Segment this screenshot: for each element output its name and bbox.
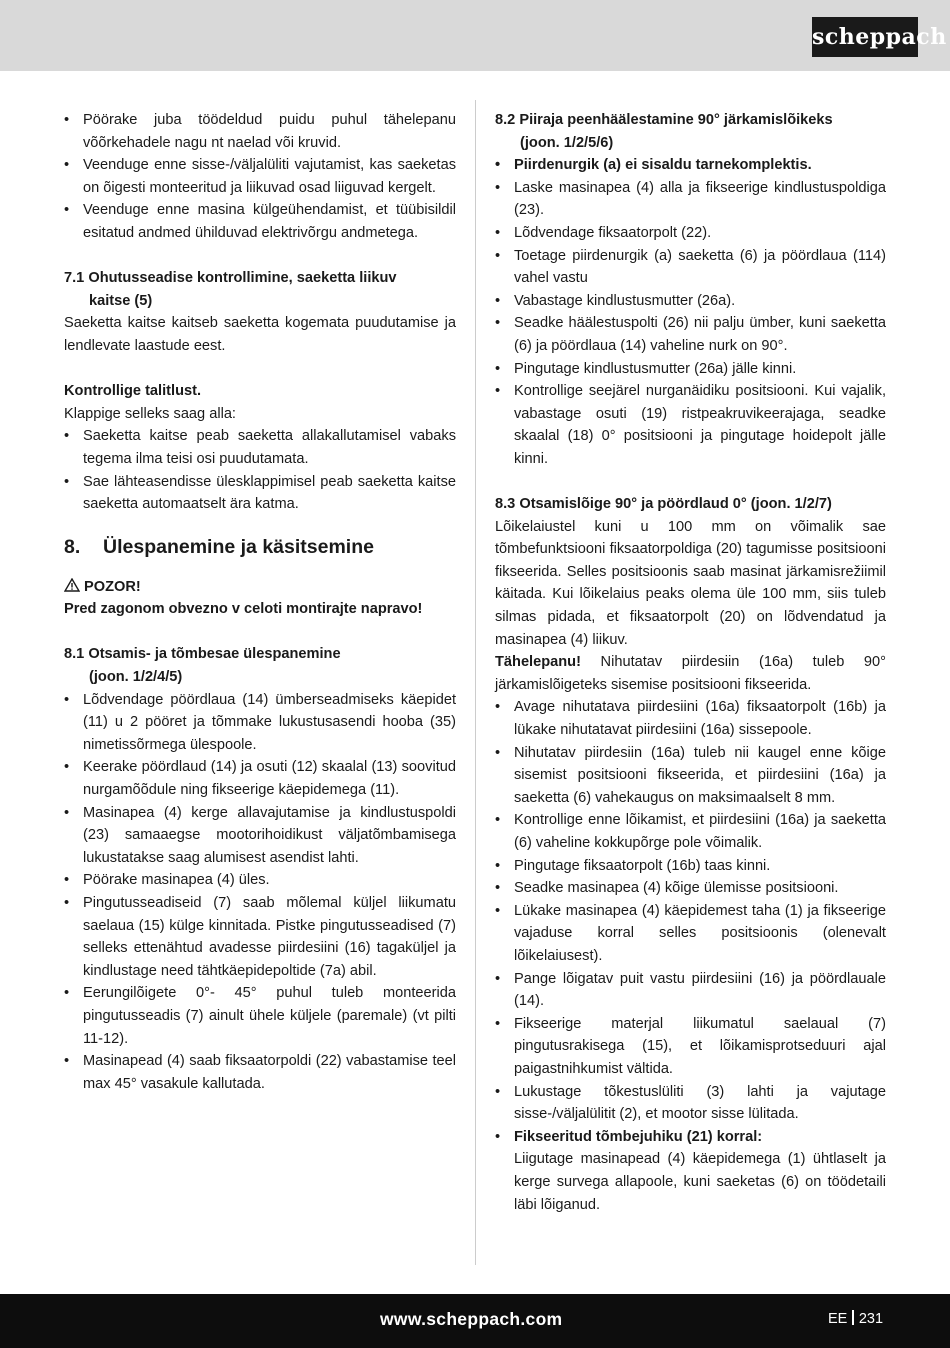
left-column bbox=[64, 109, 456, 1095]
list-item: • Pingutage kindlustusmutter (26a) jälle kinni. bbox=[495, 358, 886, 381]
list-item: • Toetage piirdenurgik (a) saeketta (6) ja pöördlaua (114) vahel vastu bbox=[495, 245, 886, 290]
section-8-1-bullet-list bbox=[64, 689, 456, 1096]
warning-label: POZOR! bbox=[84, 578, 141, 595]
chapter-number: 8. bbox=[64, 535, 81, 558]
list-item: • Laske masinapea (4) alla ja fikseerige kindlustuspoldiga (23). bbox=[495, 177, 886, 222]
list-item: • Lukustage tõkestuslüliti (3) lahti ja vajutage sisse-/väljalülitit (2), et mootor sisse lülitada. bbox=[495, 1081, 886, 1126]
list-item: • Fikseerige materjal liikumatul saelaual (7) pingutusrakisega (15), et lõikamisprotseduuri ajal paigastnihkumist vältida. bbox=[495, 1013, 886, 1081]
attention-label: Tähelepanu! bbox=[495, 654, 581, 671]
warning-text: Pred zagonom obvezno v celoti montirajte napravo! bbox=[64, 601, 423, 618]
section-8-2-title: 8.2 Piiraja peenhäälestamine 90° järkamislõikeks bbox=[495, 112, 833, 128]
list-item: • Keerake pöördlaud (14) ja osuti (12) skaalal (13) soovitud nurgamõõdule ning fikseerige käepidemega (11). bbox=[64, 756, 456, 801]
list-item: • Masinapead (4) saab fiksaatorpoldi (22) vabastamise teel max 45° vasakule kallutada. bbox=[64, 1050, 456, 1095]
section-8-3-title: 8.3 Otsamislõige 90° ja pöördlaud 0° (joon. 1/2/7) bbox=[495, 496, 832, 513]
attention-text: Nihutatav piirdesiin (16a) tuleb 90° järkamislõigeteks sisemise positsiooni fikseerida. bbox=[495, 654, 886, 693]
warning-triangle-icon bbox=[64, 578, 80, 592]
section-8-2-title-cont: (joon. 1/2/5/6) bbox=[520, 134, 614, 151]
list-item: • Veenduge enne masina külgeühendamist, et tüübisildil esitatud andmed ühilduvad elektrivõrgu andmetega. bbox=[64, 199, 456, 244]
list-item: • Lõdvendage fiksaatorpolt (22). bbox=[495, 222, 886, 245]
list-item: • Piirdenurgik (a) ei sisaldu tarnekomplektis. bbox=[495, 154, 886, 177]
list-item: • Seadke häälestuspolti (26) nii palju ümber, kuni saeketta (6) ja pöördlaua (14) vaheline nurk on 90°. bbox=[495, 312, 886, 357]
attention-note bbox=[495, 651, 886, 696]
section-7-1-text: Saeketta kaitse kaitseb saeketta kogemata puudutamise ja lendlevate laastude eest. bbox=[64, 315, 456, 354]
separator bbox=[852, 1310, 854, 1325]
list-item: • Kontrollige seejärel nurganäidiku positsiooni. Kui vajalik, vabastage osuti (19) ristpeakruvikeerajaga, seadke skaalal (18) 0° positsiooni ja pingutage hoidepolt jälle kinni. bbox=[495, 380, 886, 470]
list-item: • Lükake masinapea (4) käepidemest taha (1) ja fikseerige vajaduse korral selles positsioonis (olenevalt lõikelaiusest). bbox=[495, 900, 886, 968]
list-item: • Sae lähteasendisse ülesklappimisel peab saeketta kaitse saeketta automaatselt ära katma. bbox=[64, 471, 456, 516]
section-8-1-title: 8.1 Otsamis- ja tõmbesae ülespanemine bbox=[64, 646, 341, 663]
section-8-3-bullet-list bbox=[495, 696, 886, 1216]
scheppach-logo: scheppach bbox=[812, 17, 918, 57]
list-item: • Masinapea (4) kerge allavajutamise ja kindlustuspoldi (23) samaaegse mootorihoidikust väljatõmbamisega lukustatakse saag alumisest asendist lahti. bbox=[64, 802, 456, 870]
warning-line bbox=[64, 576, 456, 599]
list-item: • Lõdvendage pöördlaua (14) ümberseadmiseks käepidet (11) u 2 pööret ja tõmmake lukustusasendi hooba (35) nimetissõrmega ülespoole. bbox=[64, 689, 456, 757]
guide-text: Liigutage masinapead (4) käepidemega (1) ühtlaselt ja kerge survega allapoole, kuni saeketas (6) on töödetaili läbi lõiganud. bbox=[514, 1151, 886, 1213]
language-code: EE bbox=[828, 1311, 848, 1327]
page-number bbox=[828, 1294, 883, 1344]
list-item: • Eerungilõigete 0°- 45° puhul tuleb monteerida pingutusseadis (7) ainult ühele küljele (paremale) (vt pilti 11-12). bbox=[64, 982, 456, 1050]
section-7-1-title: 7.1 Ohutusseadise kontrollimine, saeketta liikuv bbox=[64, 270, 397, 287]
list-item: • Vabastage kindlustusmutter (26a). bbox=[495, 290, 886, 313]
list-item: • Pöörake juba töödeldud puidu puhul tähelepanu võõrkehadele nagu nt naelad või kruvid. bbox=[64, 109, 456, 154]
list-item: • Veenduge enne sisse-/väljalüliti vajutamist, kas saeketas on õigesti monteeritud ja liikuvad osad liiguvad kergelt. bbox=[64, 154, 456, 199]
list-item: • Pöörake masinapea (4) üles. bbox=[64, 869, 456, 892]
page-number-value: 231 bbox=[858, 1311, 884, 1327]
page-footer bbox=[0, 1294, 950, 1348]
list-item: • Avage nihutatava piirdesiini (16a) fiksaatorpolt (16b) ja lükake nihutatavat piirdesiini (16a) sissepoole. bbox=[495, 696, 886, 741]
section-8-1-title-cont: (joon. 1/2/4/5) bbox=[89, 669, 183, 686]
section-8-2-bullet-list bbox=[495, 154, 886, 470]
intro-bullet-list bbox=[64, 109, 456, 245]
list-item: • Pingutusseadiseid (7) saab mõlemal küljel liikumatu saelaua (15) külge kinnitada. Pistke pingutusseadised (7) selleks ettenähtud avadesse piirdesiini (16) tagaküljel ja kindlustage need tähtkäepidepoltide (7a) abil. bbox=[64, 892, 456, 982]
website-link[interactable]: www.scheppach.com bbox=[380, 1309, 563, 1329]
list-item: • Seadke masinapea (4) kõige ülemisse positsiooni. bbox=[495, 877, 886, 900]
check-bullet-list bbox=[64, 425, 456, 515]
guide-heading: Fikseeritud tõmbejuhiku (21) korral: bbox=[514, 1128, 763, 1145]
page-header bbox=[0, 0, 950, 71]
list-item: • Pange lõigatav puit vastu piirdesiini (16) ja pöördlauale (14). bbox=[495, 968, 886, 1013]
check-heading: Kontrollige talitlust. bbox=[64, 383, 202, 400]
chapter-title: Ülespanemine ja käsitsemine bbox=[103, 535, 374, 558]
list-item bbox=[495, 1126, 886, 1216]
section-7-1-title-cont: kaitse (5) bbox=[89, 292, 153, 309]
list-item: • Saeketta kaitse peab saeketta allakallutamisel vabaks tegema ilma teisi osi puudutamata. bbox=[64, 425, 456, 470]
column-divider bbox=[475, 100, 476, 1265]
list-item: • Pingutage fiksaatorpolt (16b) taas kinni. bbox=[495, 855, 886, 878]
list-item: • Nihutatav piirdesiin (16a) tuleb nii kaugel enne kõige sisemist positsiooni fikseerida, et piirdesiini (16a) ja saeketta (6) vahekaugus on maksimaalselt 8 mm. bbox=[495, 742, 886, 810]
section-8-3-text: Lõikelaiustel kuni u 100 mm on võimalik sae tõmbefunktsiooni fiksaatorpoldiga (20) tagumisse positsiooni fikseerida. Selles positsioonis saab masinat järkamisrežiimil käitada. Kui lõikelaius peaks olema üle 100 mm, siis tuleb silmas pidada, et fiksaatorpolt (20) on lõdvendatud ja masinapea (4) liikuv. bbox=[495, 518, 886, 648]
check-text: Klappige selleks saag alla: bbox=[64, 405, 236, 422]
chapter-8-title bbox=[64, 534, 456, 560]
right-column bbox=[495, 109, 886, 1216]
list-item: • Kontrollige enne lõikamist, et piirdesiini (16a) ja saeketta (6) vaheline kokkupõrge pole võimalik. bbox=[495, 809, 886, 854]
